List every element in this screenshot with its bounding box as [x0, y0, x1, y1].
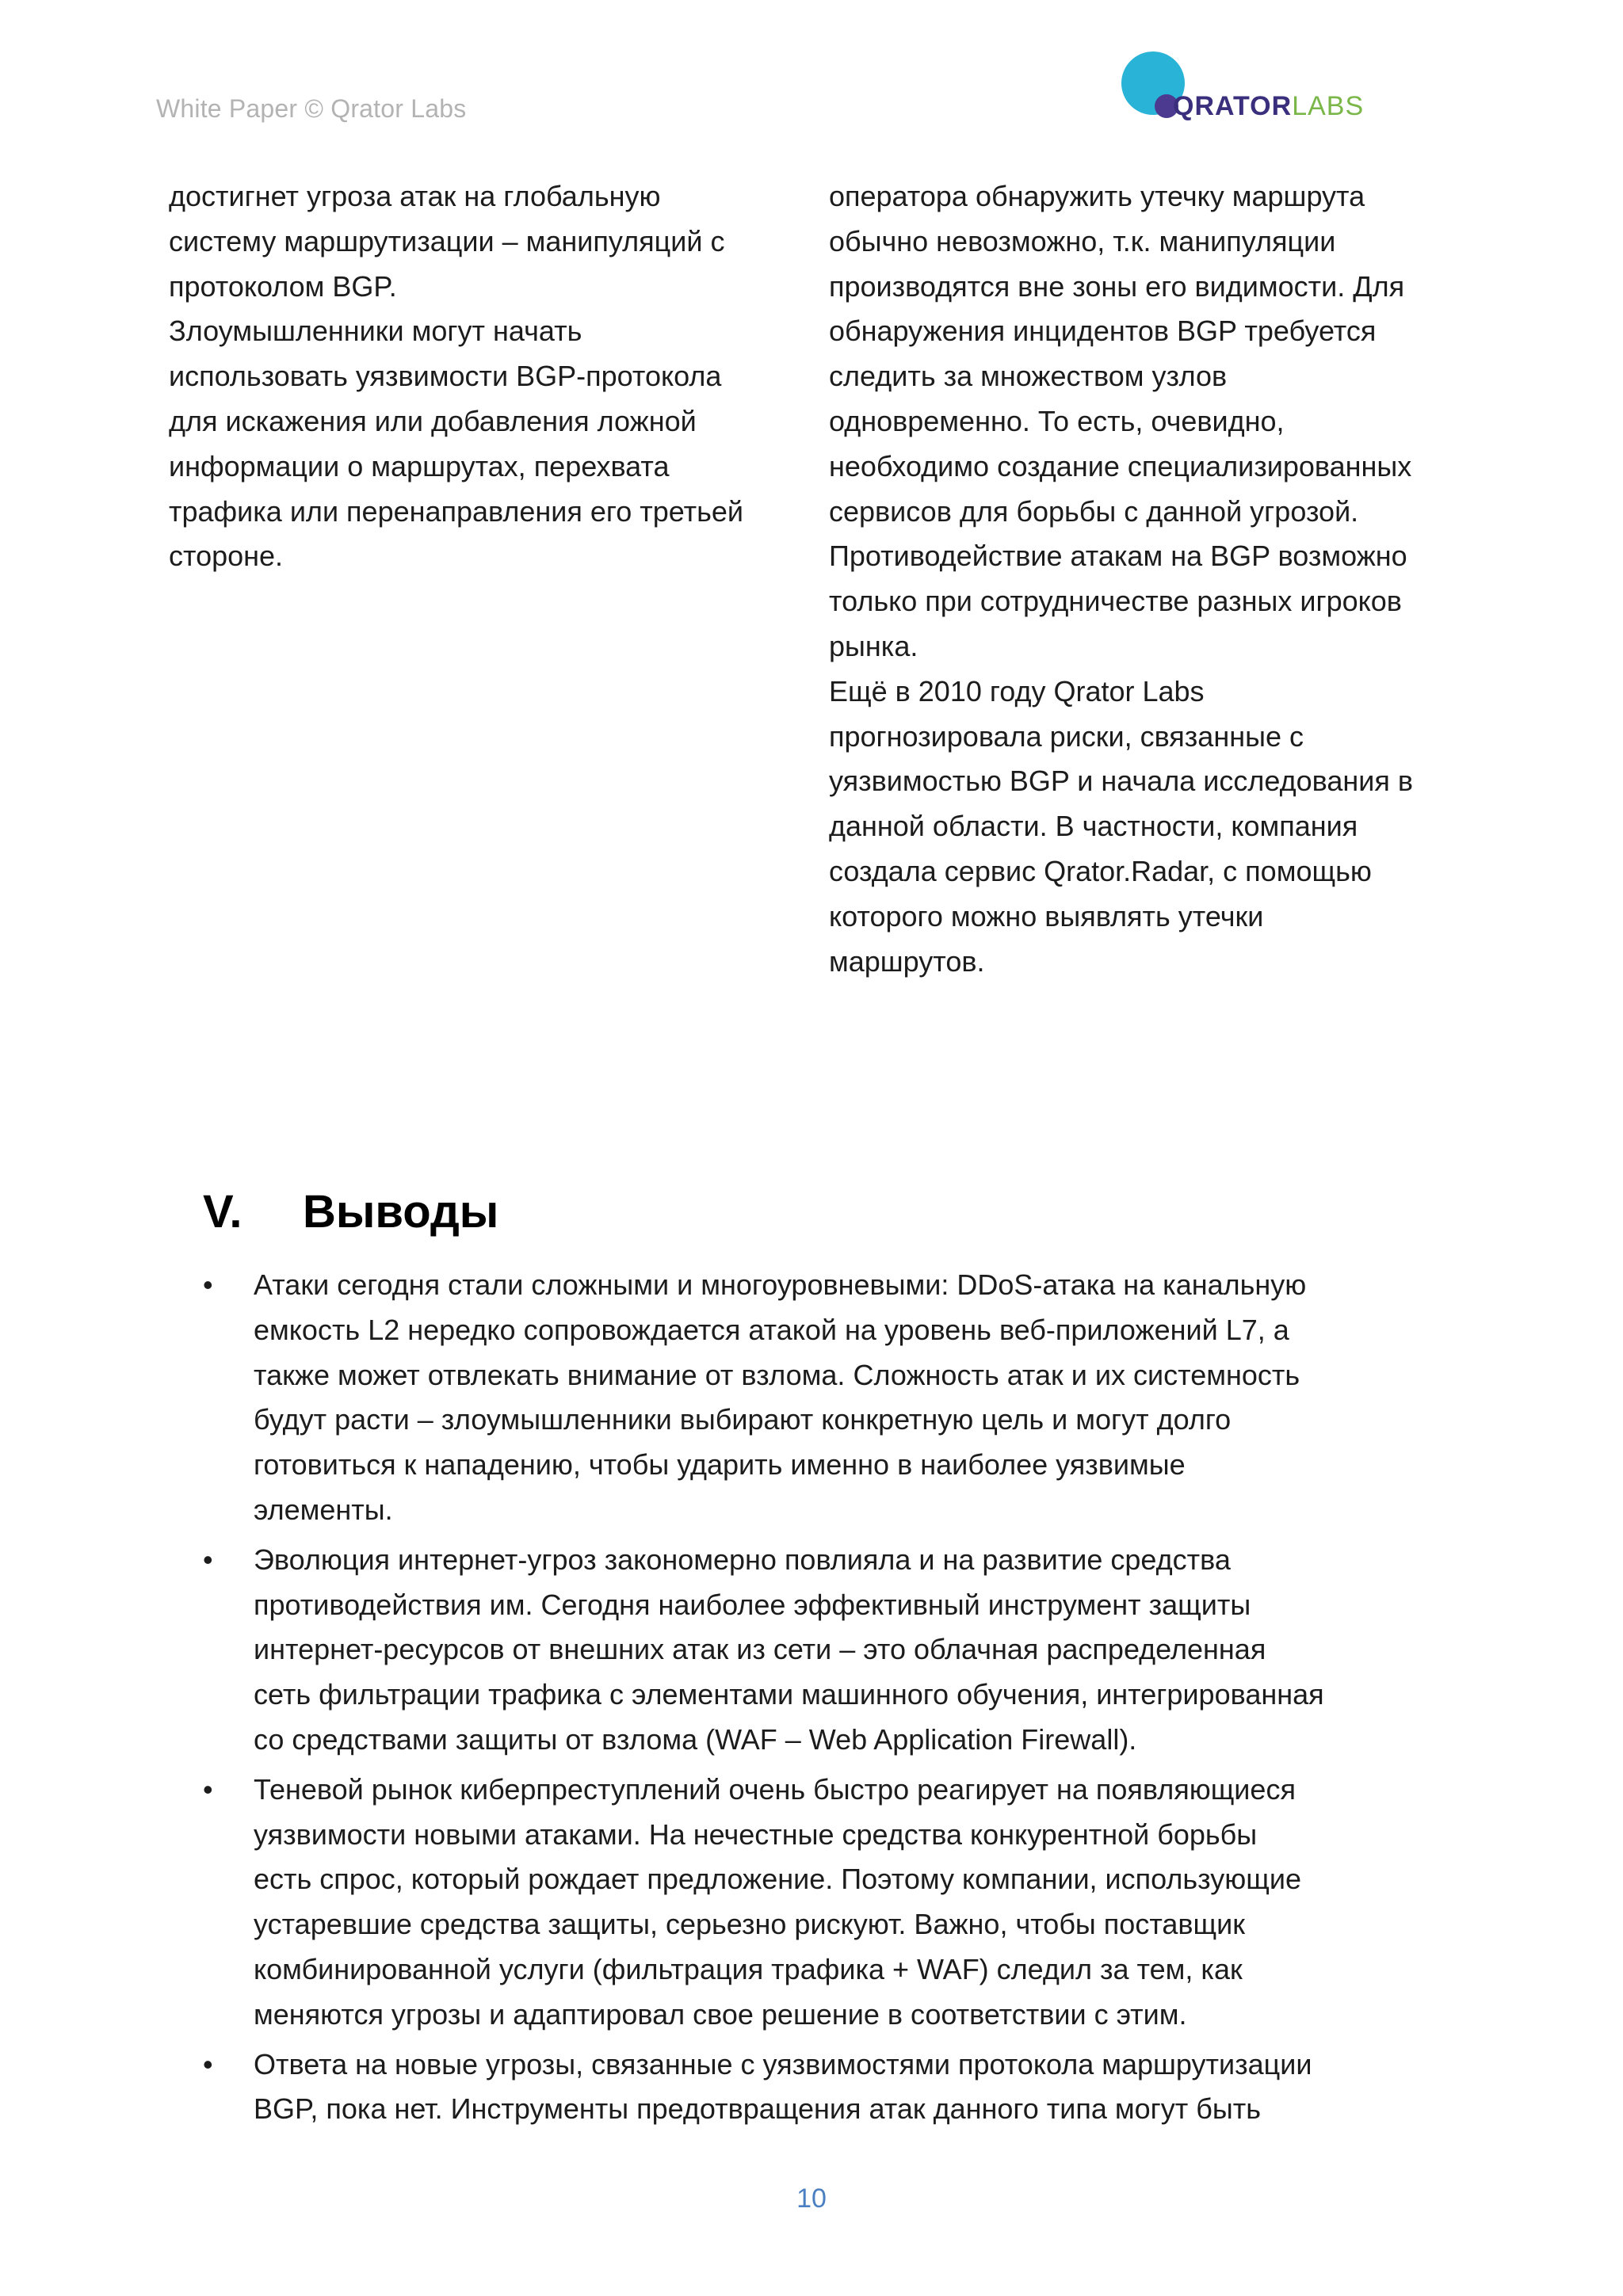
logo-word-qrator: QRATOR — [1173, 91, 1293, 121]
section-title: Выводы — [303, 1186, 499, 1238]
list-item — [203, 1538, 1439, 1763]
list-item-text: Ответа на новые угрозы, связанные с уязвимостями протокола маршрутизации BGP, пока нет. Инструменты предотвращения атак данного типа могут быть — [254, 2047, 1312, 2126]
bullet-icon: • — [203, 1268, 213, 1301]
header-label: White Paper © Qrator Labs — [156, 94, 467, 123]
logo-wordmark — [1173, 90, 1364, 122]
list-item-text: Эволюция интернет-угроз закономерно повлияла и на развитие средства противодействия им. Сегодня наиболее эффективный инструмент защиты интернет-ресурсов от внешних атак из сети – это облачная распределенная сеть фильтрации трафика с элементами машинного обучения, интегрированная со средствами защиты от взлома (WAF – Web Application Firewall). — [254, 1543, 1324, 1756]
list-item — [203, 1263, 1439, 1533]
section-heading — [203, 1180, 498, 1244]
section-number: V. — [203, 1186, 242, 1238]
left-paragraph-2: Злоумышленники могут начать использовать уязвимости BGP-протокола для искажения или добавления ложной информации о маршрутах, перехвата трафика или перенаправления его третьей стороне. — [169, 315, 743, 573]
right-paragraph-2: Противодействие атакам на BGP возможно только при сотрудничестве разных игроков рынка. — [829, 540, 1407, 662]
page-number: 10 — [796, 2183, 827, 2214]
bullet-icon: • — [203, 2047, 213, 2081]
list-item-text: Теневой рынок киберпреступлений очень быстро реагирует на появляющиеся уязвимости новыми атаками. На нечестные средства конкурентной борьбы есть спрос, который рождает предложение. Поэтому компании, использующие устаревшие средства защиты, серьезно рискуют. Важно, чтобы поставщик комбинированной услуги (фильтрация трафика + WAF) следил за тем, как меняются угрозы и адаптировал свое решение в соответствии с этим. — [254, 1772, 1301, 2031]
bullet-icon: • — [203, 1772, 213, 1806]
logo-word-labs: LABS — [1292, 91, 1365, 121]
right-paragraph-1: оператора обнаружить утечку маршрута обычно невозможно, т.к. манипуляции производятся вне зоны его видимости. Для обнаружения инцидентов BGP требуется следить за множеством узлов одновременно. То есть, очевидно, необходимо создание специализированных сервисов для борьбы с данной угрозой. — [829, 180, 1412, 528]
conclusions-list — [203, 1263, 1439, 2137]
list-item — [203, 2042, 1439, 2133]
left-column — [169, 174, 803, 579]
right-column — [829, 174, 1479, 984]
bullet-icon: • — [203, 1543, 213, 1576]
right-paragraph-3: Ещё в 2010 году Qrator Labs прогнозировала риски, связанные с уязвимостью BGP и начала исследования в данной области. В частности, компания создала сервис Qrator.Radar, с помощью которого можно выявлять утечки маршрутов. — [829, 674, 1413, 978]
list-item — [203, 1768, 1439, 2038]
qrator-labs-logo — [1121, 51, 1398, 130]
list-item-text: Атаки сегодня стали сложными и многоуровневыми: DDoS-атака на канальную емкость L2 нередко сопровождается атакой на уровень веб-приложений L7, а также может отвлекать внимание от взлома. Сложность атак и их системность будут расти – злоумышленники выбирают конкретную цель и могут долго готовиться к нападению, чтобы ударить именно в наиболее уязвимые элементы. — [254, 1268, 1307, 1526]
left-paragraph-1: достигнет угроза атак на глобальную систему маршрутизации – манипуляций с протоколом BGP. — [169, 180, 725, 303]
